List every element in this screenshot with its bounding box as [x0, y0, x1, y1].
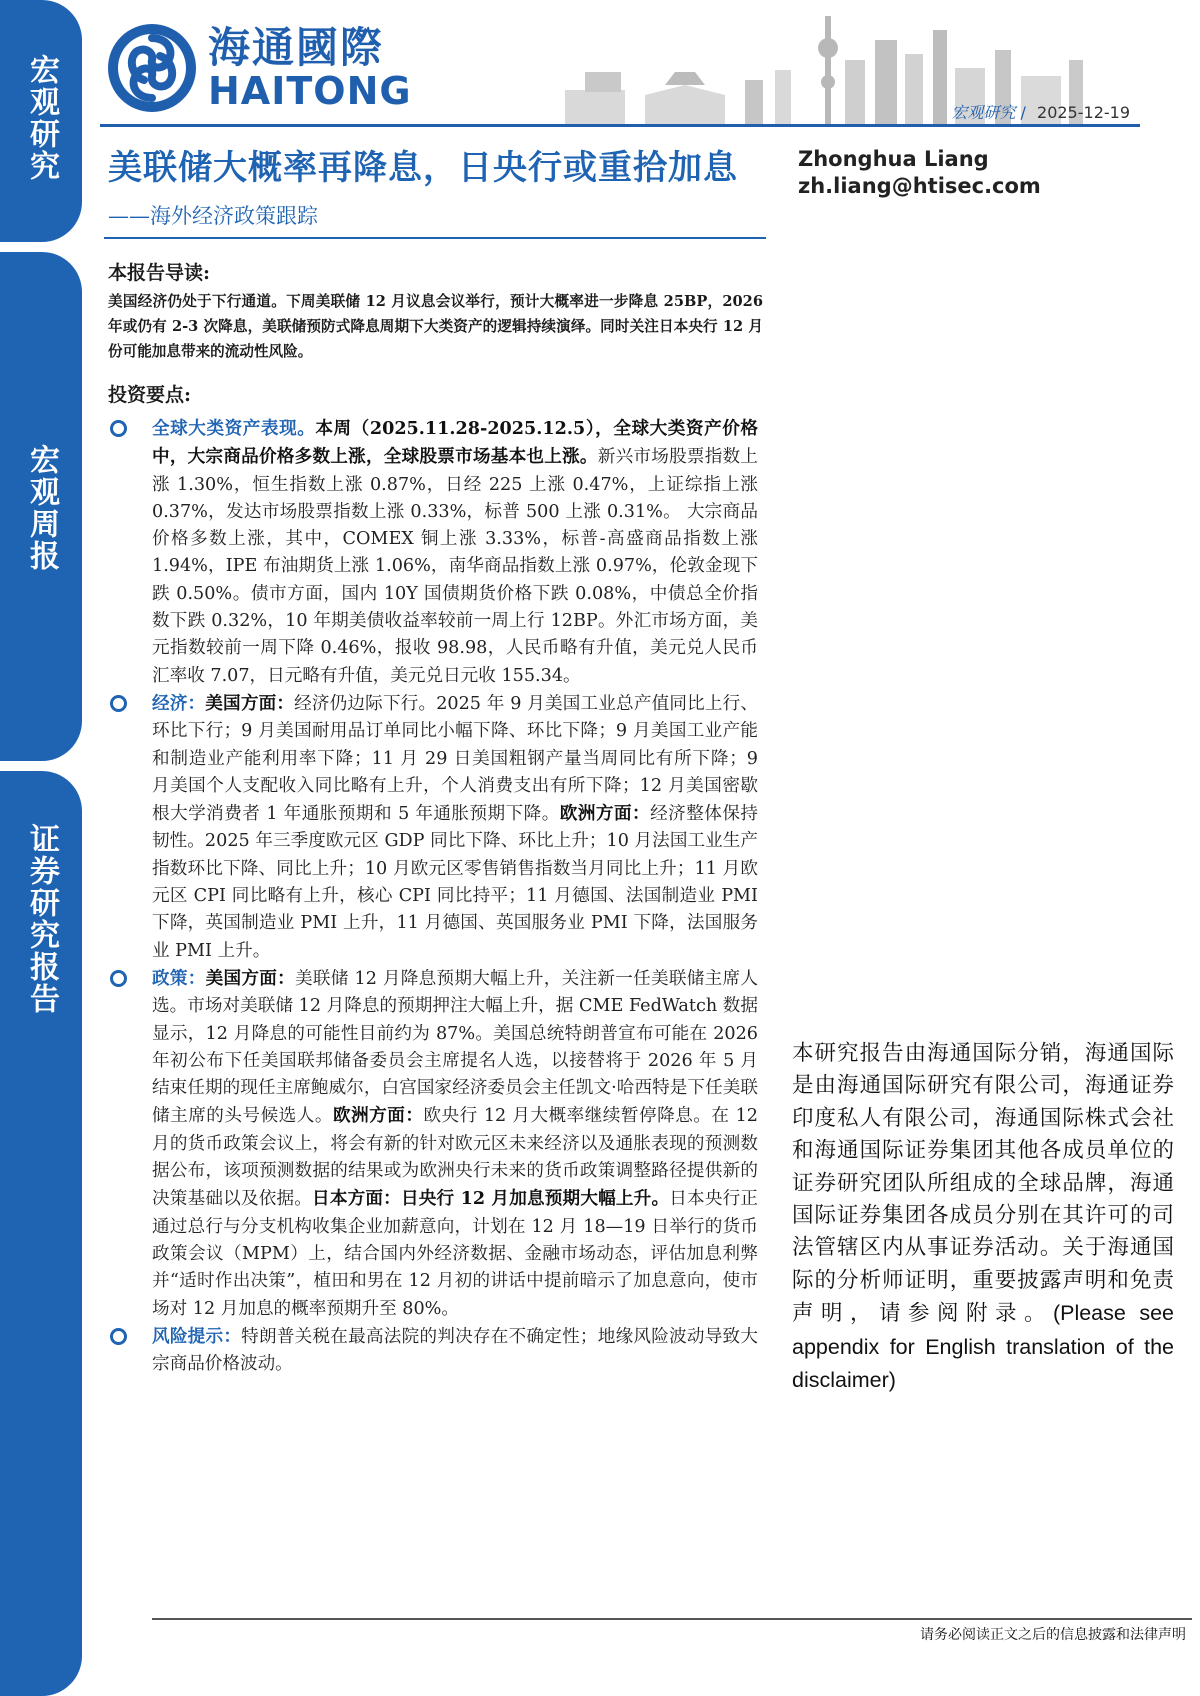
side-tab-macro-weekly: [0, 252, 82, 761]
bullet-icon: [110, 970, 127, 987]
side-tab-securities-report: [0, 771, 82, 1696]
guide-body: 美国经济仍处于下行通道。下周美联储 12 月议息会议举行，预计大概率进一步降息 25BP，2026 年或仍有 2-3 次降息，美联储预防式降息周期下大类资产的逻辑持续演绎。同时关注日本央行 12 月份可能加息带来的流动性风险。: [108, 293, 763, 360]
point-text: 新兴市场股票指数上涨 1.30%，恒生指数上涨 0.87%，日经 225 上涨 0.47%，上证综指上涨 0.37%，发达市场股票指数上涨 0.33%，标普 500 上涨 0.31%。 大宗商品价格多数上涨，其中，COMEX 铜上涨 3.33%，标普-高盛商品指数上涨 1.94%，IPE 布油期货上涨 1.06%，南华商品指数上涨 0.97%，伦敦金现下跌 0.50%。债市方面，国内 10Y 国债期货价格下跌 0.08%，中债总全价指数下跌 0.32%，10 年期美债收益率较前一周上行 12BP。外汇市场方面，美元指数较前一周下降 0.46%，报收 98.98，人民币略有升值，美元兑人民币汇率收 7.07，日元略有升值，美元兑日元收 155.34。: [152, 447, 758, 686]
point-text: 欧央行 12 月大概率继续暂停降息。在 12 月的货币政策会议上，将会有新的针对欧元区未来经济以及通胀表现的预测数据公布，该项预测数据的结果或为欧洲央行未来的货币政策调整路径提供新的决策基础以及依据。: [152, 1106, 758, 1210]
haitong-logo-icon: [104, 20, 200, 116]
bullet-icon: [110, 695, 127, 712]
disclaimer-english: (Please see appendix for English translation of the disclaimer): [792, 1301, 1174, 1393]
point-lead: 全球大类资产表现。: [152, 418, 316, 439]
report-date: 2025-12-19: [1037, 103, 1130, 122]
point-asset-performance: [108, 415, 758, 690]
point-lead: 政策：: [152, 967, 206, 989]
side-tab-macro-research: [0, 0, 82, 242]
side-tab-label: 证券研究报告: [24, 823, 59, 1015]
header-category: 宏观研究: [951, 103, 1016, 122]
report-title: 美联储大概率再降息，日央行或重拾加息: [108, 148, 738, 188]
disclaimer-block: [792, 1038, 1174, 1397]
header-separator: /: [1020, 103, 1026, 122]
points-heading: 投资要点:: [108, 384, 192, 406]
bullet-icon: [110, 420, 127, 437]
point-lead: 经济：: [152, 692, 206, 714]
footer-notice: 请务必阅读正文之后的信息披露和法律声明: [920, 1627, 1186, 1643]
point-text: 经济整体保持韧性。2025 年三季度欧元区 GDP 同比下降、环比上升；10 月法国工业生产指数环比下降、同比上升；10 月欧元区零售销售指数当月同比上升；11 月欧元区 CPI 同比略有上升，核心 CPI 同比持平；11 月德国、法国制造业 PMI 下降，英国制造业 PMI 上升，11 月德国、英国服务业 PMI 下降，法国服务业 PMI 上升。: [152, 804, 758, 961]
point-text: 经济仍边际下行。2025 年 9 月美国工业总产值同比上行、环比下行；9 月美国耐用品订单同比小幅下降、环比下降；9 月美国工业产能和制造业产能利用率下降；11 月 29 日美国粗钢产量当周同比有所下降；9 月美国个人支配收入同比略有上升，个人消费支出有所下降；12 月美国密歇根大学消费者 1 年通胀预期和 5 年通胀预期下降。: [152, 693, 758, 825]
point-text: 日本央行正通过总行与分支机构收集企业加薪意向，计划在 12 月 18—19 日举行的货币政策会议（MPM）上，结合国内外经济数据、金融市场动态，评估加息利弊并“适时作出决策”，植田和男在 12 月初的讲话中提前暗示了加息意向，使市场对 12 月加息的概率预期升至 80%。: [152, 1189, 758, 1319]
points-list: [108, 415, 758, 1378]
point-lead: 风险提示：: [152, 1325, 242, 1347]
author-name: Zhonghua Liang: [798, 147, 989, 171]
logo-chinese-text: 海通國際: [208, 23, 385, 72]
guide-heading: 本报告导读:: [108, 262, 211, 284]
header-rule: [100, 124, 1140, 127]
point-economy: [108, 690, 758, 965]
point-text: 特朗普关税在最高法院的判决存在不确定性；地缘风险波动导致大宗商品价格波动。: [152, 1326, 758, 1375]
subsection-label: 美国方面：: [205, 692, 295, 714]
header-meta: [951, 100, 1130, 123]
point-text: 美联储 12 月降息预期大幅上升，关注新一任美联储主席人选。市场对美联储 12 月降息的预期押注大幅上升，据 CME FedWatch 数据显示，12 月降息的可能性目前约为 87%。美国总统特朗普宣布可能在 2026 年初公布下任美国联邦储备委员会主席提名人选，以接替将于 2026 年 5 月结束任期的现任主席鲍威尔，白宫国家经济委员会主任凯文·哈西特是下任美联储主席的头号候选人。: [152, 968, 758, 1127]
side-tab-label: 宏观研究: [24, 54, 59, 182]
point-policy: [108, 965, 758, 1323]
footer-rule: [152, 1618, 1192, 1620]
point-bold-text: 日央行 12 月加息预期大幅上升。: [400, 1188, 670, 1210]
author-email[interactable]: zh.liang@htisec.com: [798, 174, 1041, 198]
author-block: [798, 146, 1041, 200]
disclaimer-chinese: 本研究报告由海通国际分销，海通国际是由海通国际研究有限公司，海通证券印度私人有限公司，海通国际株式会社和海通国际证券集团其他各成员单位的证券研究团队所组成的全球品牌，海通国际证券集团各成员分别在其许可的司法管辖区内从事证券活动。关于海通国际的分析师证明，重要披露声明和免责声明，请参阅附录。: [792, 1041, 1174, 1327]
subsection-label: 欧洲方面：: [559, 803, 651, 825]
subsection-label: 美国方面：: [205, 967, 296, 989]
title-rule: [104, 237, 766, 239]
subsection-label: 日本方面：: [312, 1188, 401, 1210]
haitong-logo: [104, 20, 412, 116]
bullet-icon: [110, 1328, 127, 1345]
side-tab-label: 宏观周报: [24, 444, 59, 572]
logo-english-text: HAITONG: [208, 69, 412, 113]
report-subtitle: ——海外经济政策跟踪: [108, 204, 318, 228]
subsection-label: 欧洲方面：: [332, 1105, 424, 1127]
point-bold-text: 本周（2025.11.28-2025.12.5），全球大类资产价格中，大宗商品价格多数上涨，全球股票市场基本也上涨。: [152, 418, 758, 468]
point-risk: [108, 1323, 758, 1379]
